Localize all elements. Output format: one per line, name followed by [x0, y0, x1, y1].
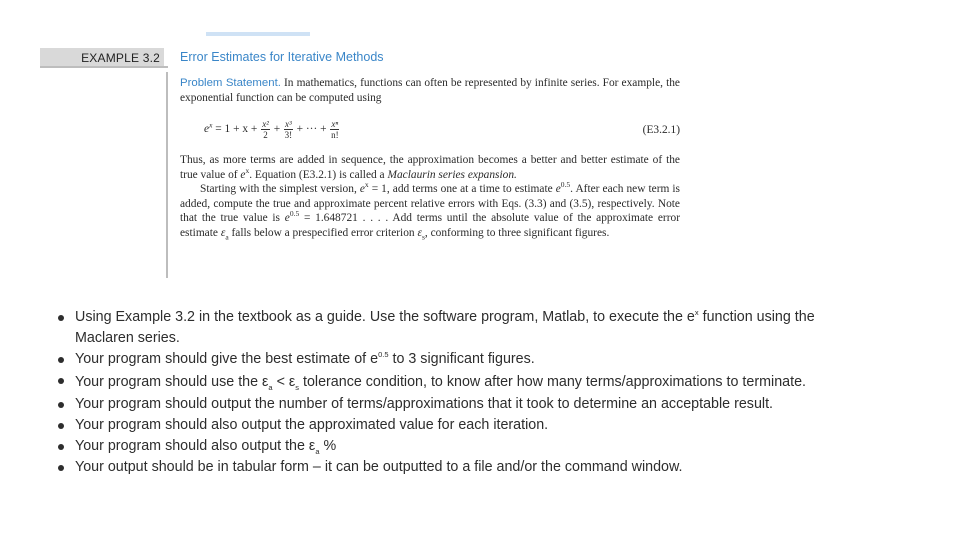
bullet-icon [58, 378, 64, 384]
list-item: Your program should give the best estimate of $e^{0.5}$ to 3 significant figures. [56, 349, 836, 370]
equation-expression: $e^x = 1 + x$ + $\frac{\text{x²}}{2}$ + $\frac{\text{x³}}{3!}$ + ··· + $\frac{\text{xⁿ}}{n!}$ [204, 119, 339, 140]
list-item: Your output should be in tabular form – it can be outputted to a file and/or the command window. [56, 457, 836, 478]
problem-statement [180, 76, 680, 105]
list-item: Your program should use the $\varepsilon_a < \varepsilon_s$ tolerance condition, to know after how many terms/approximations to terminate. [56, 370, 836, 394]
bullet-icon [58, 423, 64, 429]
bullet-icon [58, 444, 64, 450]
problem-text: In mathematics, functions can often be represented by infinite series. For example, the exponential function can be computed using [180, 77, 680, 104]
list-item: Using Example 3.2 in the textbook as a guide. Use the software program, Matlab, to execute the $e^x$ function using the Maclaren series. [56, 307, 836, 349]
list-item: Your program should also output the approximated value for each iteration. [56, 415, 836, 436]
list-item: Your program should also output the $\varepsilon_a$ % [56, 436, 836, 457]
requirements-list [56, 307, 836, 478]
example-label: EXAMPLE 3.2 [40, 48, 164, 68]
example-rule [40, 66, 168, 68]
decorative-top-bar [206, 32, 310, 36]
bullet-icon [58, 357, 64, 363]
example-side-rule [166, 72, 168, 278]
example-title: Error Estimates for Iterative Methods [180, 50, 384, 64]
list-item: Your program should output the number of terms/approximations that it took to determine an acceptable result. [56, 394, 836, 415]
equation-e3-2-1 [180, 109, 680, 147]
paragraph-starting: Starting with the simplest version, $e^x = 1$, add terms one at a time to estimate $e^{0.5}$. After each new term is added, compute the true and approximate percent relative errors with Eqs. (3.3) and (3.5), respectively. Note that the true value is $e^{0.5} = 1.648721$ . . . . Add terms until the absolute value of the approximate error estimate $\varepsilon_a$ falls below a prespecified error criterion $\varepsilon_s$, conforming to three significant figures. [180, 180, 680, 241]
paragraph-thus: Thus, as more terms are added in sequence, the approximation becomes a better and better estimate of the true value of $e^x$. Equation (E3.2.1) is called a Maclaurin series expansion. [180, 154, 680, 181]
bullet-icon [58, 465, 64, 471]
equation-number: (E3.2.1) [642, 124, 680, 136]
bullet-icon [58, 315, 64, 321]
bullet-icon [58, 402, 64, 408]
problem-heading: Problem Statement. [180, 77, 281, 89]
example-body [180, 76, 680, 240]
